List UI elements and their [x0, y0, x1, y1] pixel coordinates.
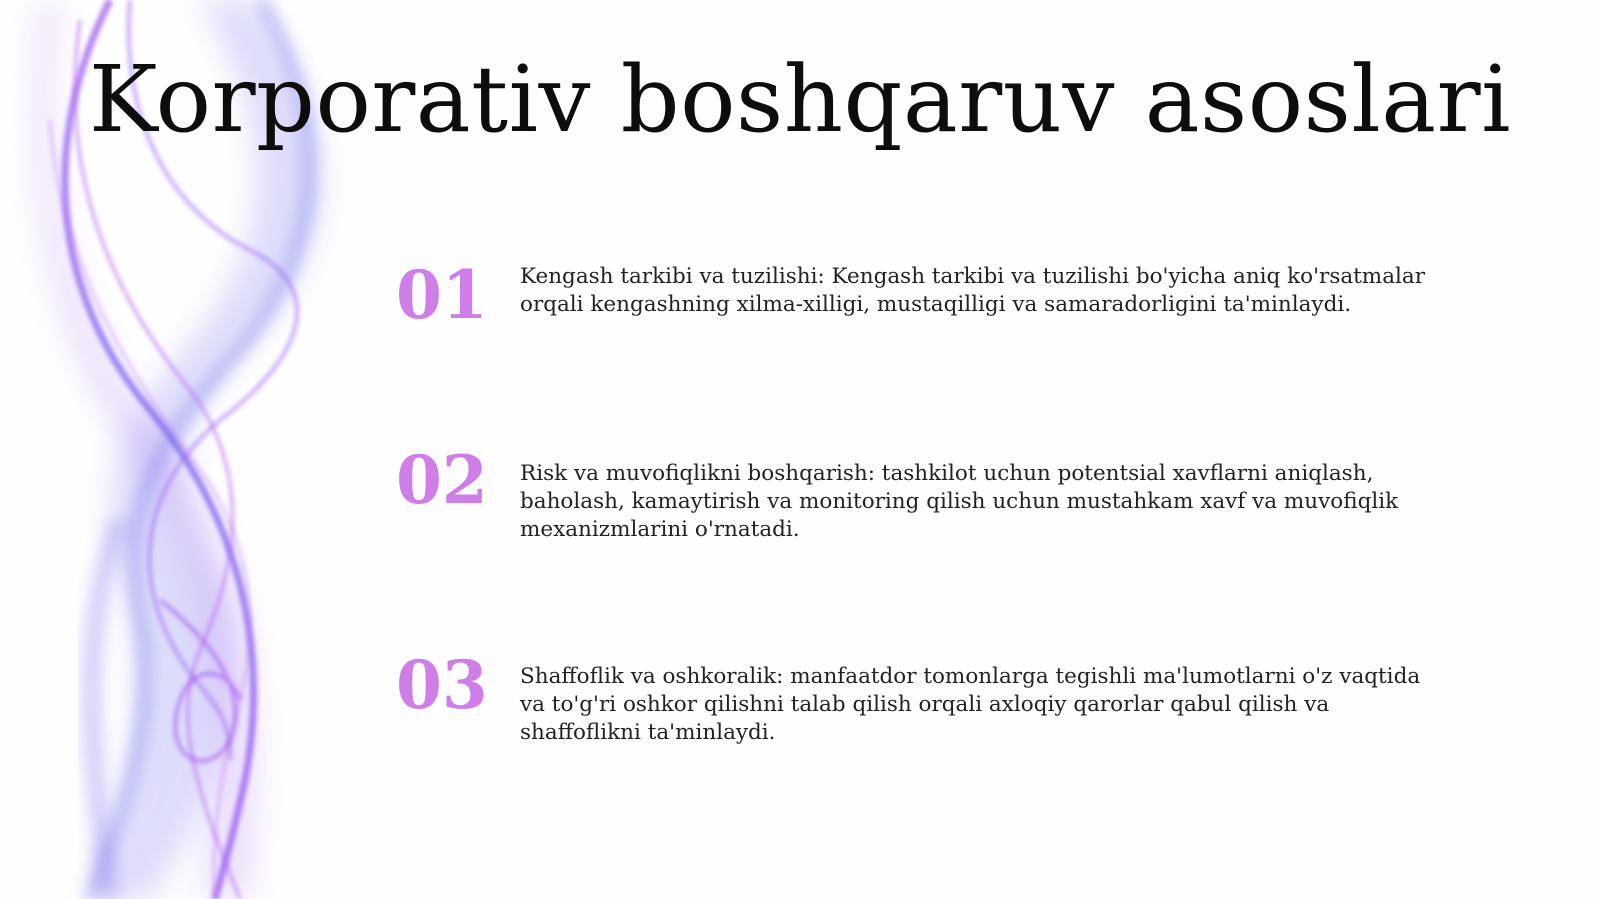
item-number: 03: [396, 646, 488, 724]
list-item: [396, 255, 1466, 375]
item-number: 01: [396, 256, 488, 334]
list-item: [396, 645, 1466, 765]
item-text: Shaffoflik va oshkoralik: manfaatdor tomonlarga tegishli ma'lumotlarni o'z vaqtida va to'g'ri oshkor qilishni talab qilish orqali axloqiy qarorlar qabul qilish va shaffoflikni ta'minlaydi.: [520, 664, 1421, 745]
item-text: Risk va muvofiqlikni boshqarish: tashkilot uchun potentsial xavflarni aniqlash, baholash, kamaytirish va monitoring qilish uchun mustahkam xavf va muvofiqlik mexanizmlarini o'rnatadi.: [520, 461, 1399, 542]
item-number: 02: [396, 441, 488, 519]
item-text: Kengash tarkibi va tuzilishi: Kengash tarkibi va tuzilishi bo'yicha aniq ko'rsatmalar orqali kengashning xilma-xilligi, mustaqilligi va samaradorligini ta'minlaydi.: [520, 264, 1425, 317]
list-item: [396, 440, 1466, 560]
slide-title: Korporativ boshqaruv asoslari: [88, 46, 1512, 153]
